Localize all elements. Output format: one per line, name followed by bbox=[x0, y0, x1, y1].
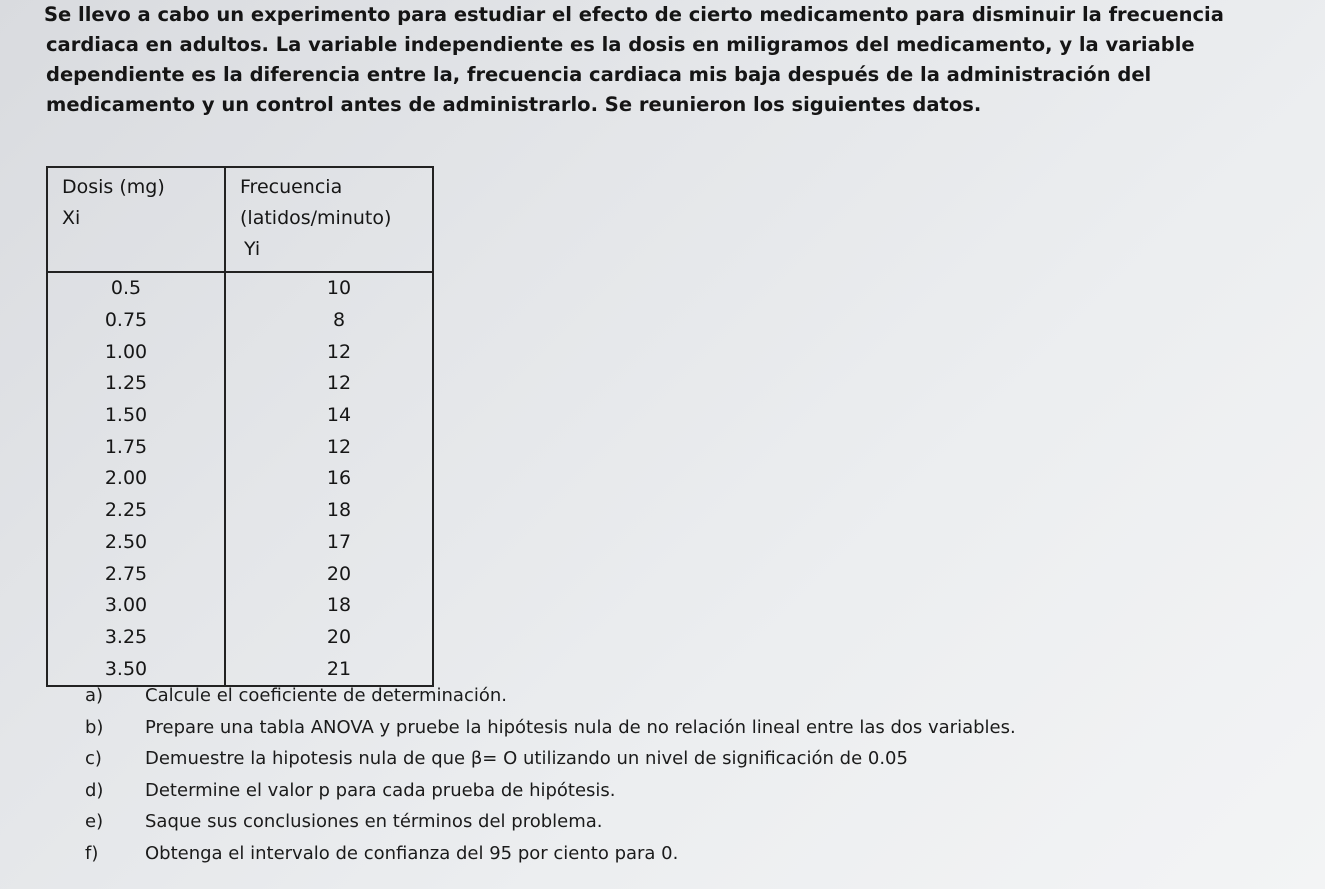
question-text: Determine el valor p para cada prueba de hipótesis. bbox=[145, 779, 616, 801]
frequency-header-label: Frecuencia bbox=[240, 176, 343, 198]
frequency-cell: 20 bbox=[326, 562, 352, 585]
frequency-cell: 12 bbox=[326, 340, 352, 363]
frequency-cell: 20 bbox=[326, 625, 352, 648]
dose-cell: 2.25 bbox=[47, 495, 225, 527]
question-text: Obtenga el intervalo de confianza del 95 por ciento para 0. bbox=[145, 842, 679, 864]
dose-cell: 0.75 bbox=[47, 305, 225, 337]
frequency-cell: 17 bbox=[326, 530, 352, 553]
table-row bbox=[47, 368, 433, 400]
table-row bbox=[47, 590, 433, 622]
dose-cell: 3.50 bbox=[47, 653, 225, 686]
question-list bbox=[85, 680, 1016, 869]
question-text: Prepare una tabla ANOVA y pruebe la hipótesis nula de no relación lineal entre las dos variables. bbox=[145, 716, 1016, 738]
dose-cell: 2.00 bbox=[47, 463, 225, 495]
table-header-row bbox=[47, 167, 433, 272]
problem-line: cardiaca en adultos. La variable independiente es la dosis en miligramos del medicamento, y la variable bbox=[46, 33, 1195, 56]
frequency-header-symbol: Yi bbox=[244, 238, 261, 260]
problem-line: medicamento y un control antes de administrarlo. Se reunieron los siguientes datos. bbox=[46, 93, 982, 116]
question-text: Calcule el coeficiente de determinación. bbox=[145, 685, 508, 706]
dose-cell: 1.25 bbox=[47, 368, 225, 400]
dose-cell: 0.5 bbox=[47, 272, 225, 305]
frequency-cell: 12 bbox=[326, 435, 352, 458]
problem-statement bbox=[46, 0, 1296, 120]
frequency-cell: 16 bbox=[326, 467, 352, 490]
dose-cell: 1.00 bbox=[47, 336, 225, 368]
data-table bbox=[46, 166, 434, 687]
dose-cell: 2.50 bbox=[47, 527, 225, 559]
question-item bbox=[85, 806, 1016, 838]
question-text: Demuestre la hipotesis nula de que β= O utilizando un nivel de significación de 0.05 bbox=[145, 748, 908, 769]
frequency-header-unit: (latidos/minuto) bbox=[240, 207, 392, 229]
table-row bbox=[47, 431, 433, 463]
dose-header-symbol: Xi bbox=[62, 207, 81, 229]
frequency-cell: 12 bbox=[326, 372, 352, 395]
frequency-cell: 18 bbox=[326, 594, 352, 617]
table-row bbox=[47, 495, 433, 527]
frequency-cell: 21 bbox=[326, 657, 352, 680]
question-item bbox=[85, 680, 1016, 712]
question-item bbox=[85, 712, 1016, 744]
table-row bbox=[47, 558, 433, 590]
table-row bbox=[47, 272, 433, 305]
dose-cell: 1.50 bbox=[47, 400, 225, 432]
frequency-cell: 10 bbox=[326, 277, 352, 300]
question-label: b) bbox=[85, 716, 104, 738]
frequency-cell: 14 bbox=[326, 404, 352, 427]
table-row bbox=[47, 622, 433, 654]
dose-cell: 3.00 bbox=[47, 590, 225, 622]
problem-line: dependiente es la diferencia entre la, frecuencia cardiaca mis baja después de la administración del bbox=[46, 63, 1152, 86]
frequency-cell: 8 bbox=[332, 309, 346, 332]
dose-cell: 2.75 bbox=[47, 558, 225, 590]
problem-line: Se llevo a cabo un experimento para estudiar el efecto de cierto medicamento para disminuir la frecuencia bbox=[44, 3, 1224, 26]
question-text: Saque sus conclusiones en términos del problema. bbox=[145, 811, 603, 832]
table-row bbox=[47, 527, 433, 559]
dose-cell: 3.25 bbox=[47, 622, 225, 654]
question-item bbox=[85, 775, 1016, 807]
dose-column-header bbox=[47, 167, 225, 272]
table-row bbox=[47, 305, 433, 337]
dose-header-label: Dosis (mg) bbox=[62, 176, 165, 198]
question-item bbox=[85, 838, 1016, 870]
table-row bbox=[47, 400, 433, 432]
dose-cell: 1.75 bbox=[47, 431, 225, 463]
question-item bbox=[85, 743, 1016, 775]
frequency-column-header bbox=[225, 167, 433, 272]
table-row bbox=[47, 463, 433, 495]
question-label: e) bbox=[85, 811, 104, 832]
table-row bbox=[47, 336, 433, 368]
question-label: c) bbox=[85, 748, 102, 769]
question-label: a) bbox=[85, 685, 104, 706]
question-label: f) bbox=[85, 842, 99, 864]
question-label: d) bbox=[85, 779, 104, 801]
frequency-cell: 18 bbox=[326, 499, 352, 522]
